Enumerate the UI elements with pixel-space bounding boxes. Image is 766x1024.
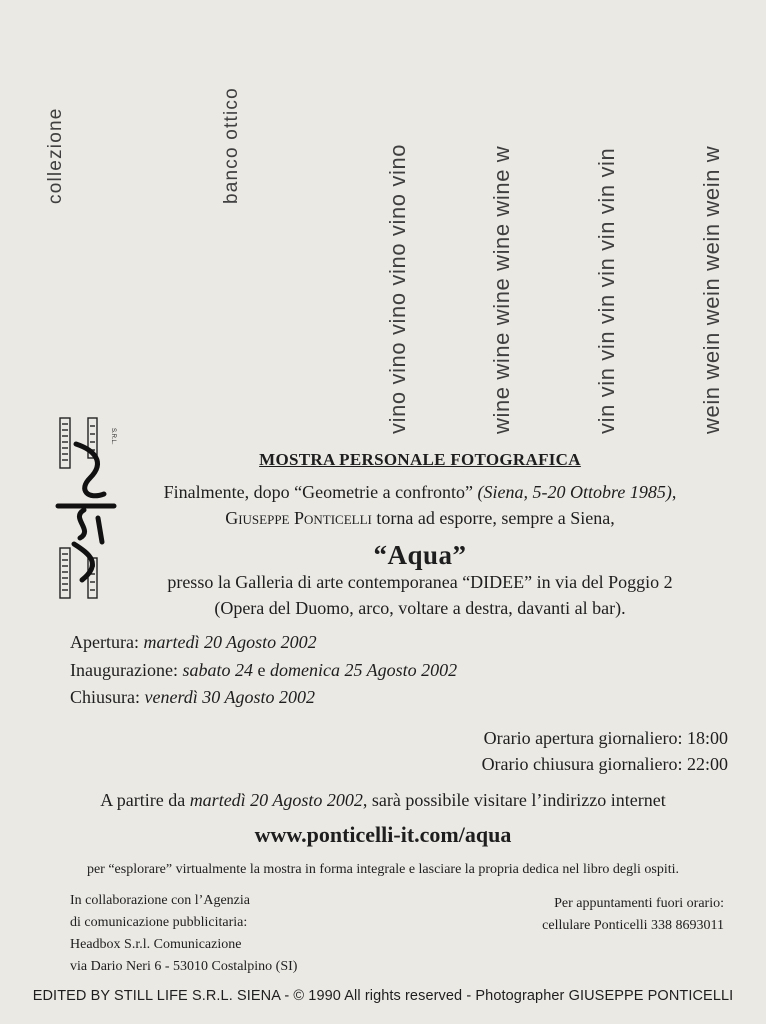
collaboration-line: di comunicazione pubblicitaria: xyxy=(70,915,248,930)
date-label: Chiusura: xyxy=(70,687,145,707)
vertical-label-vin xyxy=(587,14,627,434)
photographer-name: Giuseppe Ponticelli xyxy=(225,508,372,528)
vertical-label-wine xyxy=(482,14,522,434)
appointments-line: Per appuntamenti fuori orario: xyxy=(554,896,724,911)
date-value: venerdì 30 Agosto 2002 xyxy=(144,687,315,707)
date-value: sabato 24 xyxy=(182,660,253,680)
collaboration-line: In collaborazione con l’Agenzia xyxy=(70,893,250,908)
venue-line-2: (Opera del Duomo, arco, voltare a destra, davanti al bar). xyxy=(214,598,626,618)
date-value: domenica 25 Agosto 2002 xyxy=(269,660,458,680)
intro-punctuation: , xyxy=(671,482,677,502)
collaboration-line: Headbox S.r.l. Comunicazione xyxy=(70,937,242,952)
opening-hours: Orario apertura giornaliero: 18:00 xyxy=(483,728,728,748)
svg-text:S.R.L.: S.R.L. xyxy=(110,428,116,445)
online-intro-text: A partire da xyxy=(100,790,190,810)
opening-date xyxy=(70,632,317,653)
previous-exhibition-dates: (Siena, 5-20 Ottobre 1985) xyxy=(477,482,672,502)
closing-hours: Orario chiusura giornaliero: 22:00 xyxy=(481,754,728,774)
date-label: Apertura: xyxy=(70,632,144,652)
online-intro xyxy=(0,790,766,811)
date-label: Inaugurazione: xyxy=(70,660,183,680)
vertical-label-collezione xyxy=(36,14,76,434)
vertical-text: collezione xyxy=(45,107,66,204)
intro-text: Finalmente, dopo “Geometrie a confronto” xyxy=(163,482,478,502)
closing-date xyxy=(70,687,315,708)
collaboration-line: via Dario Neri 6 - 53010 Costalpino (SI) xyxy=(70,959,298,974)
vertical-text: banco ottico xyxy=(221,87,242,204)
exhibit-title: “Aqua” xyxy=(373,540,467,570)
appointments-phone: cellulare Ponticelli 338 8693011 xyxy=(542,918,724,933)
vertical-text: vino vino vino vino vino vino xyxy=(385,143,410,434)
online-intro-text: , sarà possibile visitare l’indirizzo internet xyxy=(362,790,666,810)
online-description: per “esplorare” virtualmente la mostra in forma integrale e lasciare la propria dedica nel libro degli ospiti. xyxy=(86,862,680,877)
intro-line-2 xyxy=(110,508,730,529)
intro-text: torna ad esporre, sempre a Siena, xyxy=(371,508,615,528)
inauguration-date xyxy=(70,660,457,681)
vertical-text: vin vin vin vin vin vin vin vin xyxy=(594,147,619,434)
copyright-footer: EDITED BY STILL LIFE S.R.L. SIENA - © 1990 All rights reserved - Photographer GIUSEPPE PONTICELLI xyxy=(32,988,734,1004)
exhibition-heading: MOSTRA PERSONALE FOTOGRAFICA xyxy=(259,450,581,469)
venue-line-1: presso la Galleria di arte contemporanea “DIDEE” in via del Poggio 2 xyxy=(167,572,673,592)
website-url: www.ponticelli-it.com/aqua xyxy=(254,822,512,847)
appointments-block xyxy=(542,893,724,937)
vertical-label-wein xyxy=(692,14,732,434)
date-join: e xyxy=(252,660,270,680)
intro-line-1 xyxy=(110,482,730,503)
collaboration-block xyxy=(70,890,297,978)
vertical-text: wine wine wine wine wine w xyxy=(489,145,514,434)
vertical-label-vino xyxy=(378,14,418,434)
online-date: martedì 20 Agosto 2002 xyxy=(189,790,363,810)
vertical-label-banco-ottico xyxy=(212,14,252,434)
vertical-text: wein wein wein wein wein w xyxy=(699,145,724,434)
date-value: martedì 20 Agosto 2002 xyxy=(143,632,317,652)
